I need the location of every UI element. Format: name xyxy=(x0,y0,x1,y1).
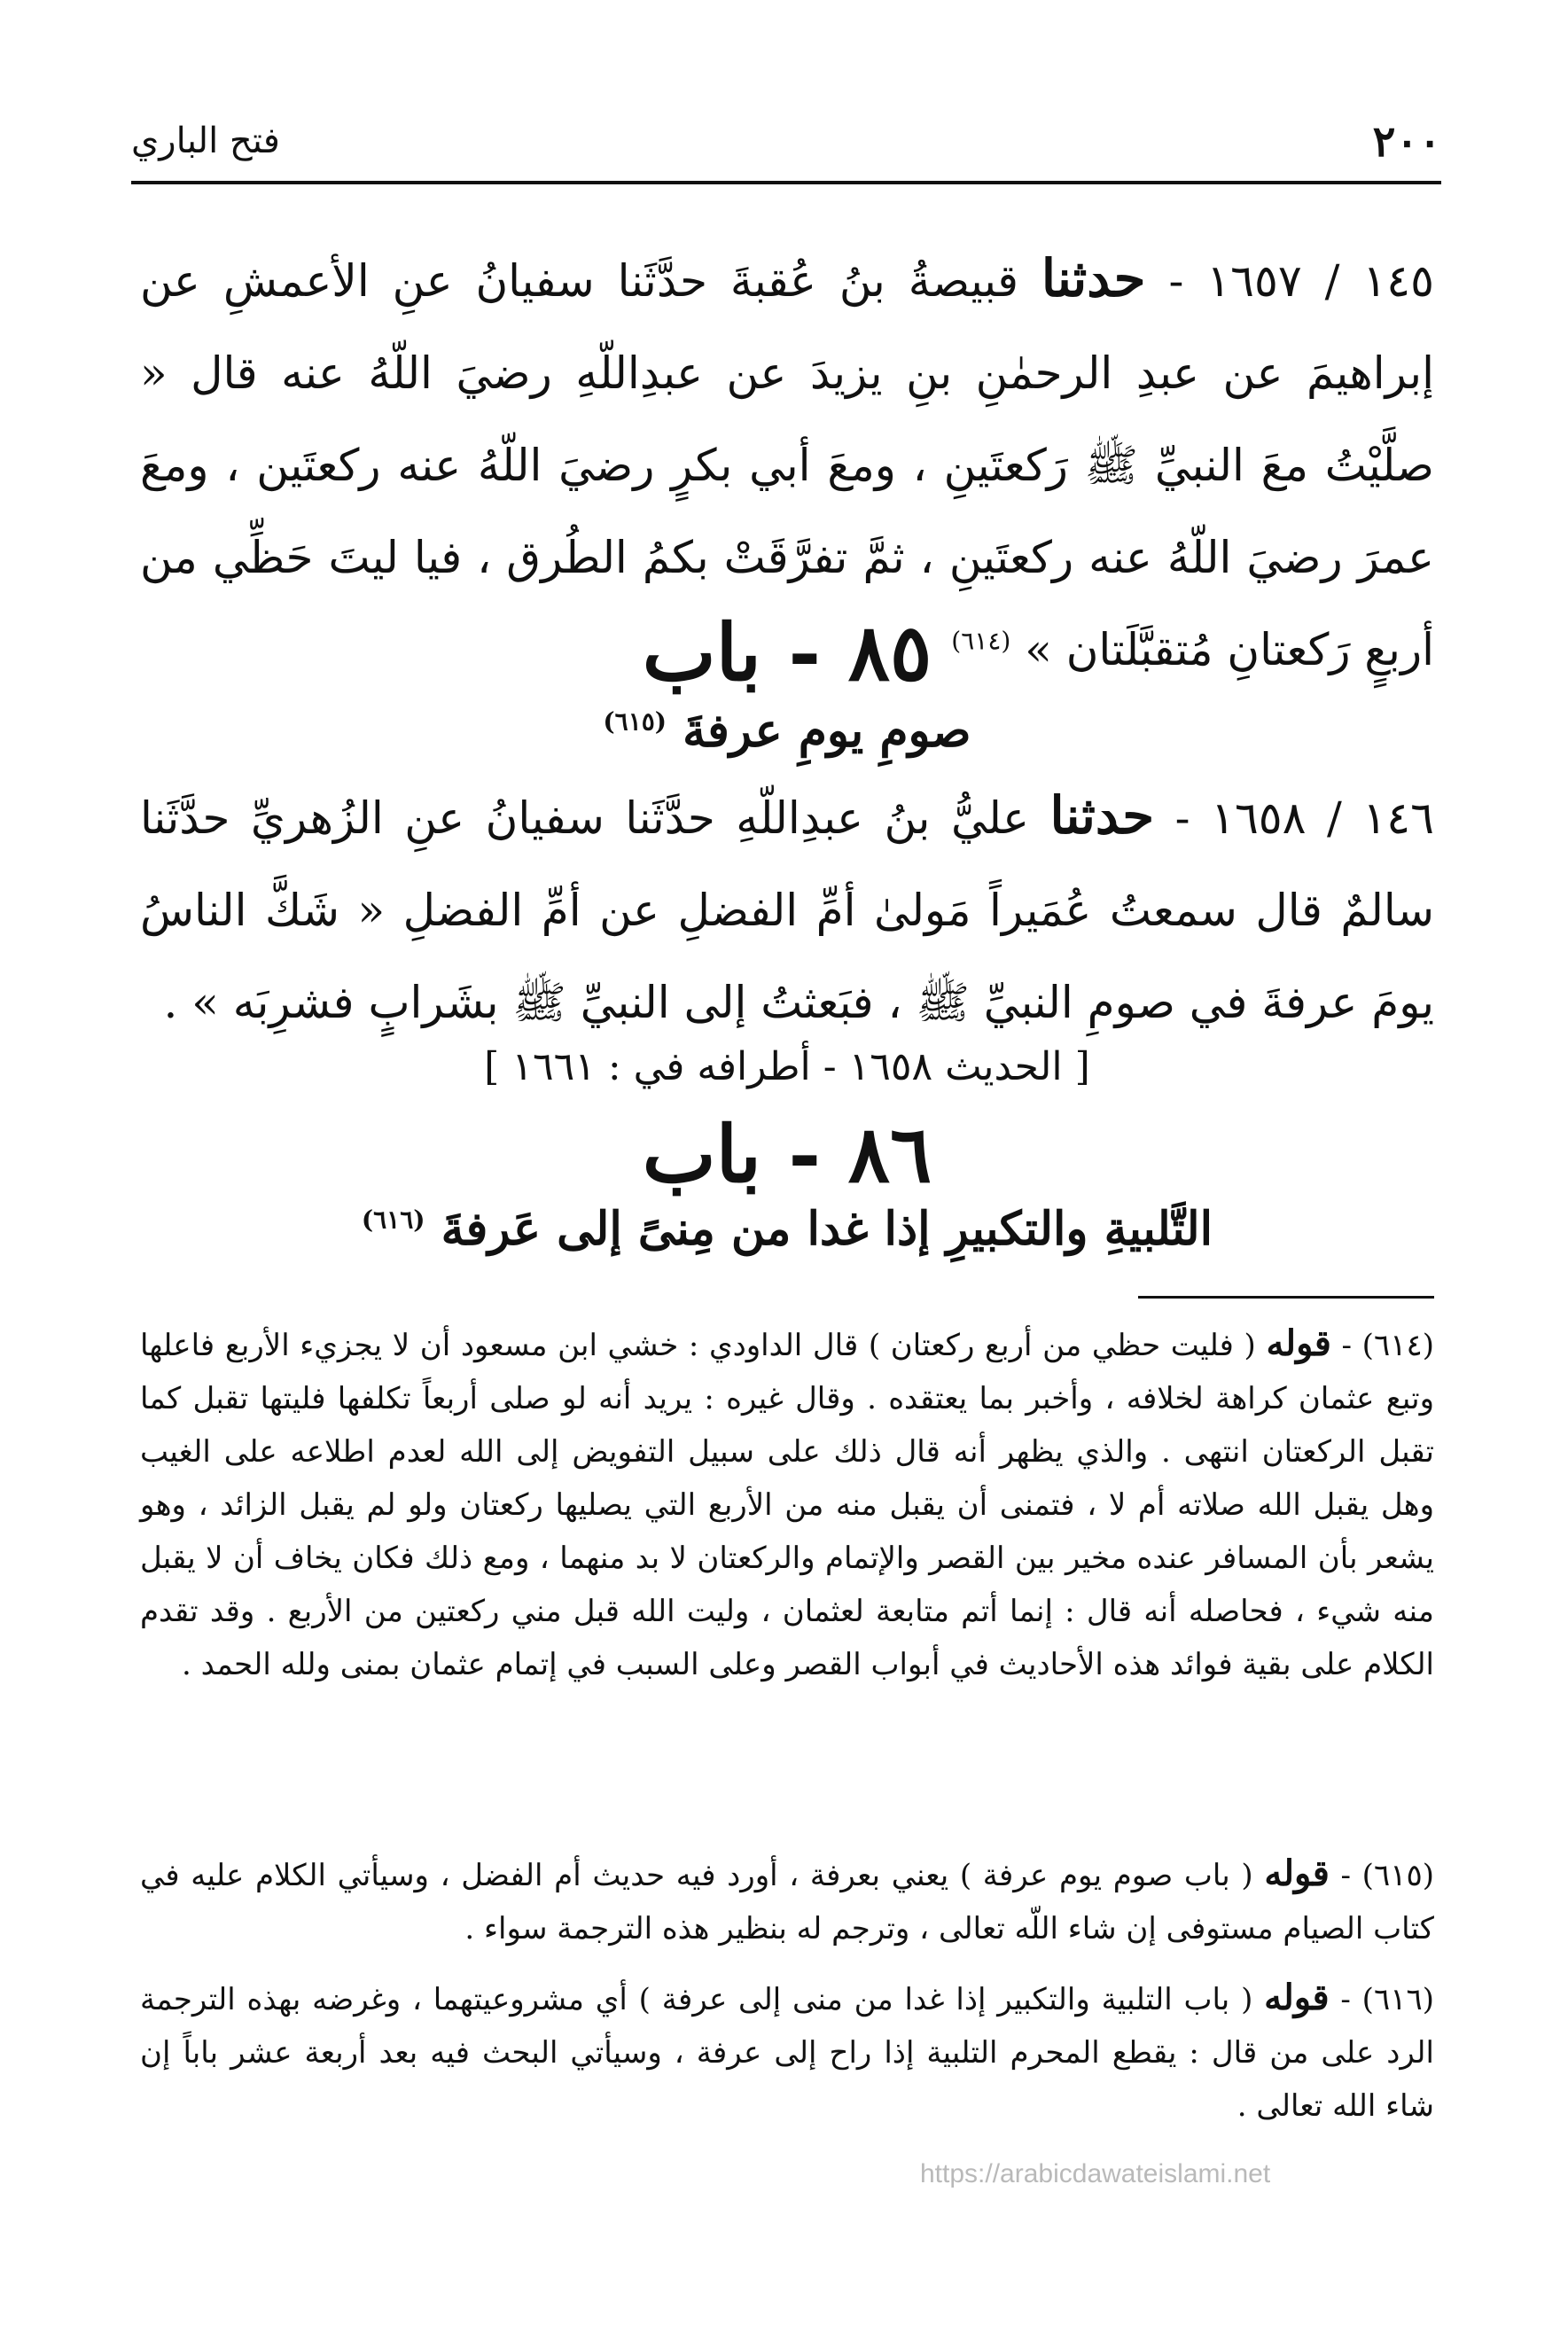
footnote-separator xyxy=(1138,1296,1434,1299)
footnote-ref-615: (٦١٥) xyxy=(603,706,667,737)
chapter-85-title: ٨٥ - باب xyxy=(642,606,932,698)
page-header xyxy=(131,105,1441,179)
footnote-text: ( فليت حظي من أربع ركعتان ) قال الداودي : خشي ابن مسعود أن لا يجزيء الأربع فاعلها وتبع عثمان كراهة لخلافه ، وأخبر بما يعتقده . وقال غيره : يريد أنه لو صلى أربعاً تكلفها فليتها تقبل كما تقبل الركعتان انتهى . والذي يظهر أنه قال ذلك على سبيل التفويض إلى الله لعدم اطلاعه على الغيب وهل يقبل الله صلاته أم لا ، فتمنى أن يقبل منه من الأربع التي يصليها ركعتان ولو لم يقبل الزائد ، وهو يشعر بأن المسافر عنده مخير بين القصر والإتمام والركعتان لا بد منهما ، ومع ذلك فكان يخاف أن لا يقبل منه شيء ، فحاصله أنه قال : إنما أتم متابعة لعثمان ، وليت الله قبل مني ركعتين من الأربع . وقد تقدم الكلام على بقية فوائد هذه الأحاديث في أبواب القصر وعلى السبب في إتمام عثمان بمنى ولله الحمد . xyxy=(140,1328,1434,1682)
website-watermark: https://arabicdawateislami.net xyxy=(920,2159,1271,2188)
hadith-lead-word: حدثنا xyxy=(1049,785,1155,846)
footnote-keyword: قوله xyxy=(1264,1977,1330,2018)
hadith-number: ١٤٥ / ١٦٥٧ - xyxy=(1168,255,1434,307)
chapter-85-subtitle xyxy=(140,700,1434,762)
hadith-1658 xyxy=(140,769,1434,1049)
chapter-85-subtitle-text: صومِ يومِ عرفةَ xyxy=(683,704,971,758)
footnote-text: ( باب صوم يوم عرفة ) يعني بعرفة ، أورد فيه حديث أم الفضل ، وسيأتي الكلام عليه في كتاب الصيام مستوفى إن شاء اللّه تعالى ، وترجم له بنظير هذه الترجمة سواء . xyxy=(140,1858,1434,1946)
hadith-text: عليُّ بنُ عبدِاللّهِ حدَّثَنا سفيانُ عنِ الزُهريِّ حدَّثَنا سالمٌ قال سمعتُ عُمَيراً مَولىٰ أمِّ الفضلِ عن أمِّ الفضلِ « شَكَّ الناسُ يومَ عرفةَ في صومِ النبيِّ ﷺ ، فبَعثتُ إلى النبيِّ ﷺ بشَرابٍ فشرِبَه » . xyxy=(140,792,1434,1028)
footnote-number: (٦١٥) - xyxy=(1340,1858,1434,1893)
hadith-text: قبيصةُ بنُ عُقبةَ حدَّثَنا سفيانُ عنِ الأعمشِ عن إبراهيمَ عن عبدِ الرحمٰنِ بنِ يزيدَ عن عبدِاللّهِ رضيَ اللّهُ عنه قال « صلَّيْتُ معَ النبيِّ ﷺ رَكعتَينِ ، ومعَ أبي بكرٍ رضيَ اللّهُ عنه ركعتَين ، ومعَ عمرَ رضيَ اللّهُ عنه ركعتَينِ ، ثمَّ تفرَّقَتْ بكمُ الطُرق ، فيا ليتَ حَظِّي من أربعٍ رَكعتانِ مُتقبَّلَتان » xyxy=(140,255,1434,675)
book-title: فتح الباري xyxy=(131,121,280,161)
chapter-86-title: ٨٦ - باب xyxy=(642,1108,932,1200)
footnote-keyword: قوله xyxy=(1264,1853,1330,1894)
hadith-lead-word: حدثنا xyxy=(1041,248,1146,308)
hadith-cross-reference: [ الحديث ١٦٥٨ - أطرافه في : ١٦٦١ ] xyxy=(484,1044,1090,1089)
footnote-number: (٦١٦) - xyxy=(1340,1982,1435,2017)
footnote-text: ( باب التلبية والتكبير إذا غدا من منى إلى عرفة ) أي مشروعيتهما ، وغرضه بهذه الترجمة الرد على من قال : يقطع المحرم التلبية إذا راح إلى عرفة ، وسيأتي البحث فيه بعد أربعة عشر باباً إن شاء الله تعالى . xyxy=(140,1982,1434,2124)
footnote-616 xyxy=(140,1971,1434,2133)
footnote-keyword: قوله xyxy=(1266,1322,1331,1364)
hadith-number: ١٤٦ / ١٦٥٨ - xyxy=(1174,792,1434,844)
footnote-615 xyxy=(140,1847,1434,1955)
footnote-614 xyxy=(140,1317,1434,1691)
footnote-number: (٦١٤) - xyxy=(1341,1328,1434,1363)
footnote-ref-614: (٦١٤) xyxy=(951,626,1011,656)
chapter-86-subtitle-text: التَّلبيةِ والتكبيرِ إذا غدا من مِنىً إلى عَرفةَ xyxy=(441,1202,1213,1256)
header-divider xyxy=(131,181,1441,184)
page-number: ٢٠٠ xyxy=(1372,117,1441,167)
footnote-ref-616: (٦١٦) xyxy=(361,1205,425,1235)
chapter-86-subtitle xyxy=(140,1198,1434,1260)
